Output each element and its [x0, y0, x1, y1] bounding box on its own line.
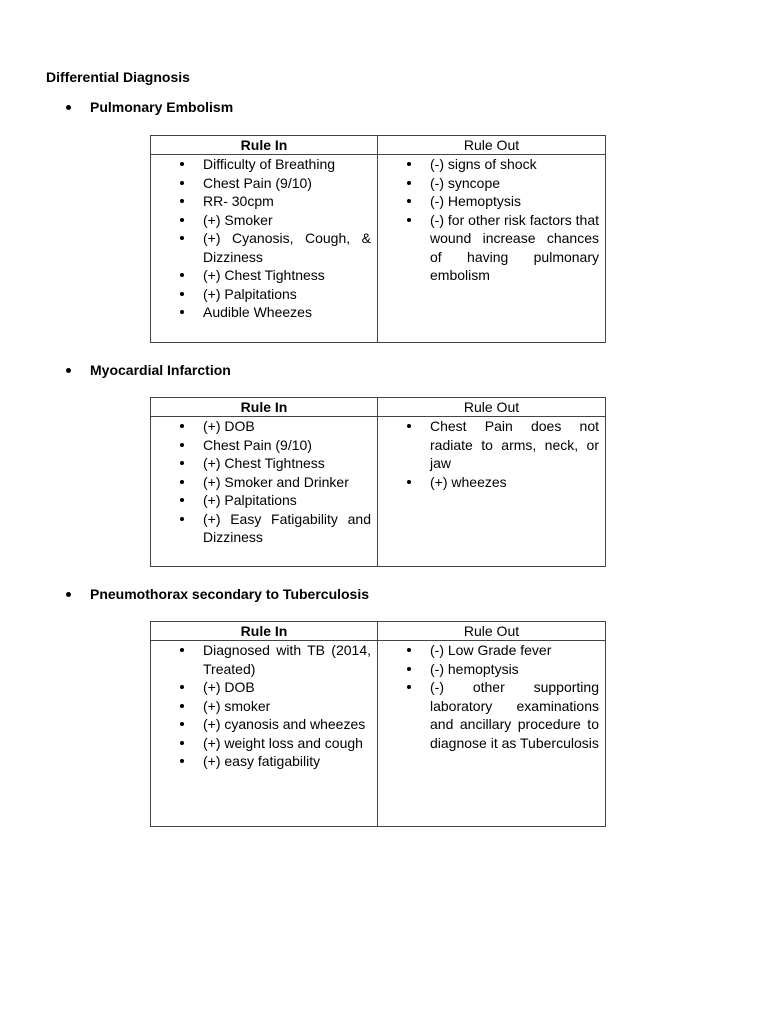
rule-in-list [151, 155, 377, 322]
list-item: (-) Hemoptysis [378, 192, 599, 211]
section-heading-pneumothorax [66, 586, 369, 602]
rule-out-list [378, 417, 605, 491]
list-item: (+) wheezes [378, 473, 599, 492]
list-item: (-) signs of shock [378, 155, 599, 174]
rule-in-list [151, 417, 377, 547]
table-header-row [151, 398, 606, 417]
diagnosis-table-pulmonary-embolism [150, 135, 606, 343]
list-item: (+) cyanosis and wheezes [151, 715, 371, 734]
rule-out-list [378, 641, 605, 752]
table-header-row [151, 622, 606, 641]
section-heading-pulmonary-embolism [66, 99, 233, 115]
list-item: (+) smoker [151, 697, 371, 716]
table-header-row [151, 136, 606, 155]
list-item: (+) Chest Tightness [151, 266, 371, 285]
rule-in-list [151, 641, 377, 771]
bullet-icon [66, 592, 71, 597]
list-item: Diagnosed with TB (2014, Treated) [151, 641, 371, 678]
list-item: Chest Pain (9/10) [151, 174, 371, 193]
list-item: Audible Wheezes [151, 303, 371, 322]
rule-in-cell [151, 641, 378, 827]
list-item: (+) Smoker and Drinker [151, 473, 371, 492]
list-item: (-) for other risk factors that wound increase chances of having pulmonary embolism [378, 211, 599, 285]
list-item: Chest Pain (9/10) [151, 436, 371, 455]
section-heading-label: Pneumothorax secondary to Tuberculosis [90, 586, 370, 602]
list-item: (+) Smoker [151, 211, 371, 230]
diagnosis-table-pneumothorax [150, 621, 606, 827]
list-item: Chest Pain does not radiate to arms, neck, or jaw [378, 417, 599, 473]
table-row [151, 417, 606, 567]
list-item: (+) DOB [151, 678, 371, 697]
rule-out-header: Rule Out [378, 136, 606, 155]
list-item: (+) Cyanosis, Cough, & Dizziness [151, 229, 371, 266]
rule-in-header: Rule In [151, 136, 378, 155]
rule-in-cell [151, 155, 378, 343]
rule-out-cell [378, 641, 606, 827]
list-item: (-) syncope [378, 174, 599, 193]
section-heading-myocardial-infarction [66, 362, 231, 378]
rule-out-cell [378, 155, 606, 343]
list-item: Difficulty of Breathing [151, 155, 371, 174]
rule-in-header: Rule In [151, 622, 378, 641]
list-item: (-) other supporting laboratory examinations and ancillary procedure to diagnose it as Tuberculosis [378, 678, 599, 752]
rule-out-list [378, 155, 605, 285]
rule-out-header: Rule Out [378, 398, 606, 417]
bullet-icon [66, 105, 71, 110]
table-row [151, 641, 606, 827]
bullet-icon [66, 368, 71, 373]
rule-out-cell [378, 417, 606, 567]
diagnosis-table-myocardial-infarction [150, 397, 606, 567]
rule-in-header: Rule In [151, 398, 378, 417]
list-item: (+) weight loss and cough [151, 734, 371, 753]
list-item: (+) Chest Tightness [151, 454, 371, 473]
list-item: (+) Easy Fatigability and Dizziness [151, 510, 371, 547]
list-item: RR- 30cpm [151, 192, 371, 211]
rule-in-cell [151, 417, 378, 567]
list-item: (-) hemoptysis [378, 660, 599, 679]
rule-out-header: Rule Out [378, 622, 606, 641]
list-item: (+) easy fatigability [151, 752, 371, 771]
list-item: (+) Palpitations [151, 285, 371, 304]
section-heading-label: Pulmonary Embolism [90, 99, 234, 115]
list-item: (+) DOB [151, 417, 371, 436]
section-heading-label: Myocardial Infarction [90, 362, 231, 378]
table-row [151, 155, 606, 343]
list-item: (+) Palpitations [151, 491, 371, 510]
page-title: Differential Diagnosis [46, 69, 190, 85]
list-item: (-) Low Grade fever [378, 641, 599, 660]
